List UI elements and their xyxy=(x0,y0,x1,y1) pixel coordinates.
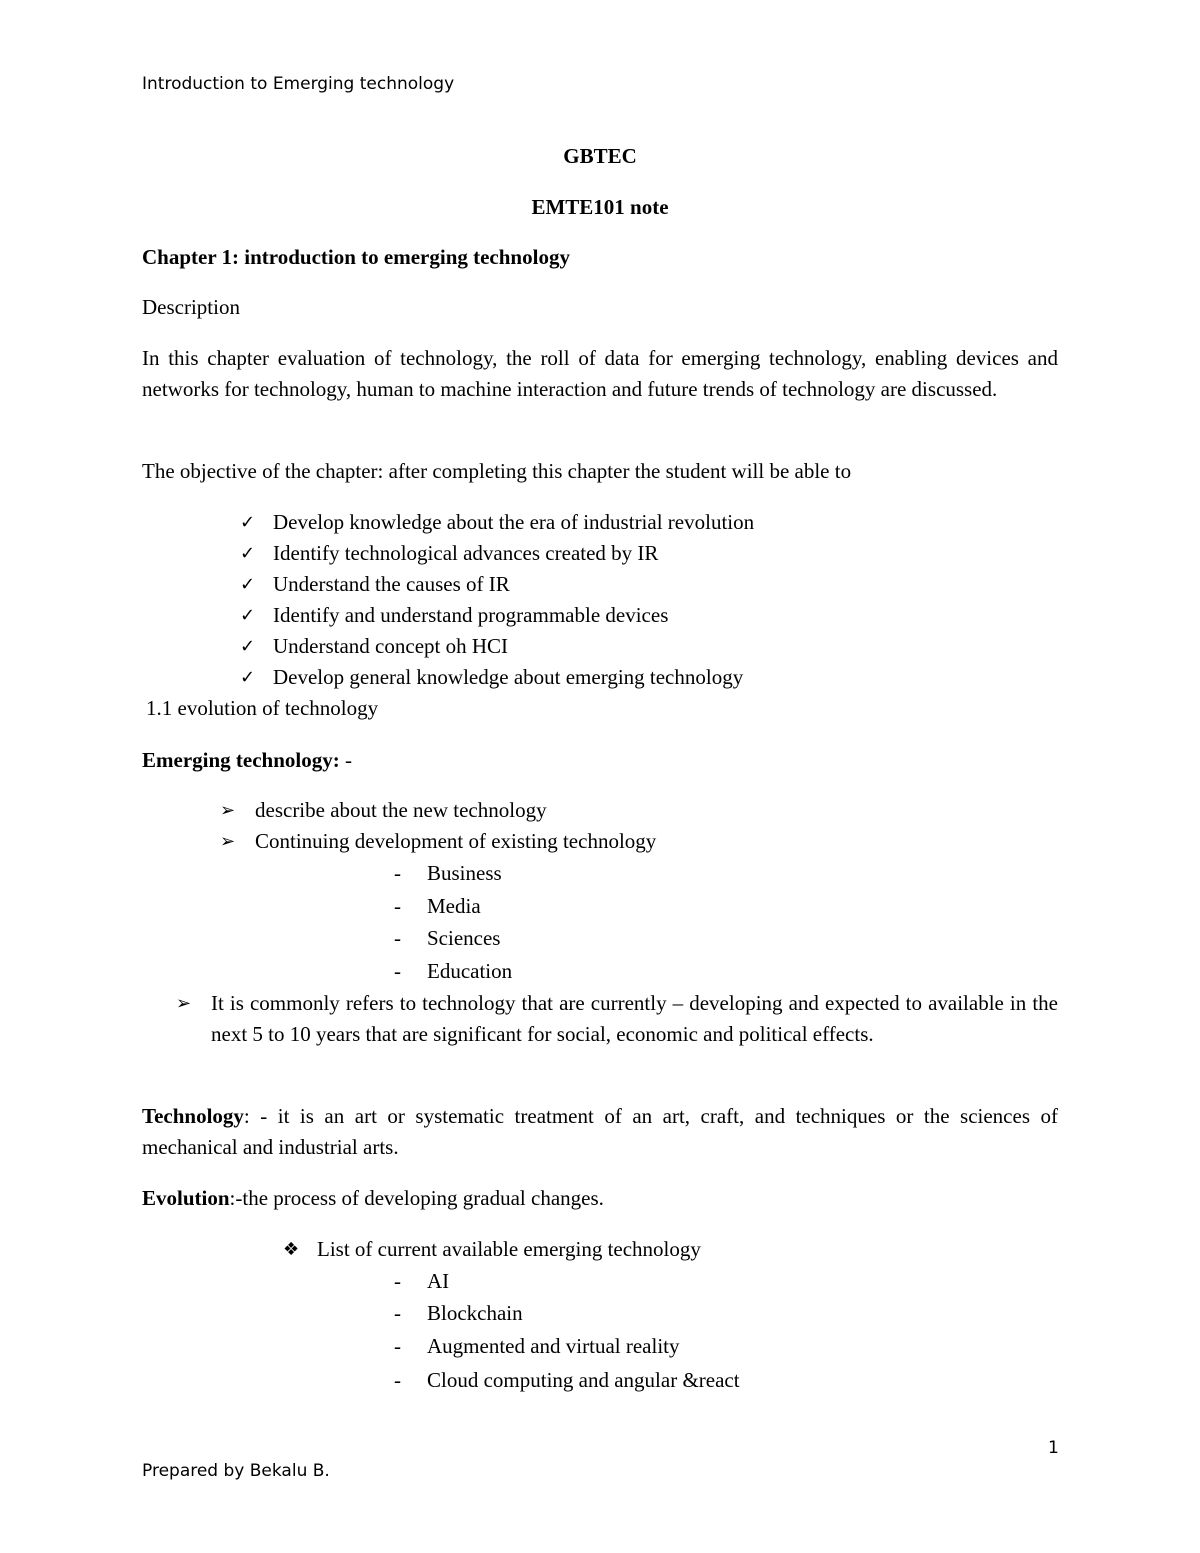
doc-title-org: GBTEC xyxy=(563,144,637,168)
dash-bullet: - xyxy=(394,861,401,885)
running-header: Introduction to Emerging technology xyxy=(142,74,455,94)
dash-bullet: - xyxy=(394,1301,401,1325)
objective-text: Develop general knowledge about emerging technology xyxy=(273,665,744,689)
sub-item-text: Sciences xyxy=(427,926,501,950)
check-icon: ✓ xyxy=(240,605,256,626)
doc-title-course: EMTE101 note xyxy=(531,195,669,219)
dash-bullet: - xyxy=(394,1334,401,1358)
emerging-term: Emerging technology: xyxy=(142,748,340,772)
description-paragraph: In this chapter evaluation of technology, the roll of data for emerging technology, enabling devices and networks for technology, human to machine interaction and future trends of technology are discussed. xyxy=(142,346,1058,401)
dash-bullet: - xyxy=(394,1269,401,1293)
current-item-text: Augmented and virtual reality xyxy=(427,1334,680,1358)
bullet-text: describe about the new technology xyxy=(255,798,547,822)
section-heading-1-1: 1.1 evolution of technology xyxy=(146,696,379,720)
technology-term: Technology xyxy=(142,1104,244,1128)
current-item-text: Blockchain xyxy=(427,1301,523,1325)
technology-definition xyxy=(142,1101,1058,1163)
diamond-bullet-icon: ❖ xyxy=(283,1239,300,1260)
objective-text: Understand the causes of IR xyxy=(273,572,510,596)
sub-item-text: Business xyxy=(427,861,502,885)
evolution-term: Evolution xyxy=(142,1186,230,1210)
prepared-by-footer: Prepared by Bekalu B. xyxy=(142,1461,330,1481)
dash-bullet: - xyxy=(394,894,401,918)
objective-intro: The objective of the chapter: after completing this chapter the student will be able to xyxy=(142,459,852,483)
check-icon: ✓ xyxy=(240,512,256,533)
chapter-heading: Chapter 1: introduction to emerging technology xyxy=(142,245,570,269)
evolution-definition-text: :-the process of developing gradual changes. xyxy=(229,1186,604,1210)
bullet-text: Continuing development of existing technology xyxy=(255,829,657,853)
description-label: Description xyxy=(142,295,240,319)
current-list-heading: List of current available emerging technology xyxy=(317,1237,701,1261)
check-icon: ✓ xyxy=(240,636,256,657)
dash-bullet: - xyxy=(394,1368,401,1392)
check-icon: ✓ xyxy=(240,574,256,595)
sub-item-text: Media xyxy=(427,894,481,918)
emerging-definition-heading xyxy=(142,745,1058,776)
arrow-bullet-icon: ➢ xyxy=(176,993,192,1014)
objective-text: Understand concept oh HCI xyxy=(273,634,509,658)
page-number: 1 xyxy=(1048,1438,1059,1458)
long-bullet-text: It is commonly refers to technology that are currently – developing and expected to available in the next 5 to 10 years that are significant for social, economic and political effects. xyxy=(211,991,1058,1046)
current-item-text: Cloud computing and angular &react xyxy=(427,1368,740,1392)
dash-bullet: - xyxy=(394,926,401,950)
current-item-text: AI xyxy=(427,1269,450,1293)
evolution-definition xyxy=(142,1183,1058,1214)
sub-item-text: Education xyxy=(427,959,513,983)
emerging-term-suffix: - xyxy=(339,748,352,772)
objective-text: Develop knowledge about the era of industrial revolution xyxy=(273,510,755,534)
arrow-bullet-icon: ➢ xyxy=(220,800,236,821)
dash-bullet: - xyxy=(394,959,401,983)
arrow-bullet-icon: ➢ xyxy=(220,831,236,852)
objective-text: Identify technological advances created by IR xyxy=(273,541,659,565)
check-icon: ✓ xyxy=(240,543,256,564)
technology-definition-text: : - it is an art or systematic treatment of an art, craft, and techniques or the sciences of mechanical and industrial arts. xyxy=(142,1104,1058,1159)
objective-text: Identify and understand programmable devices xyxy=(273,603,669,627)
check-icon: ✓ xyxy=(240,667,256,688)
